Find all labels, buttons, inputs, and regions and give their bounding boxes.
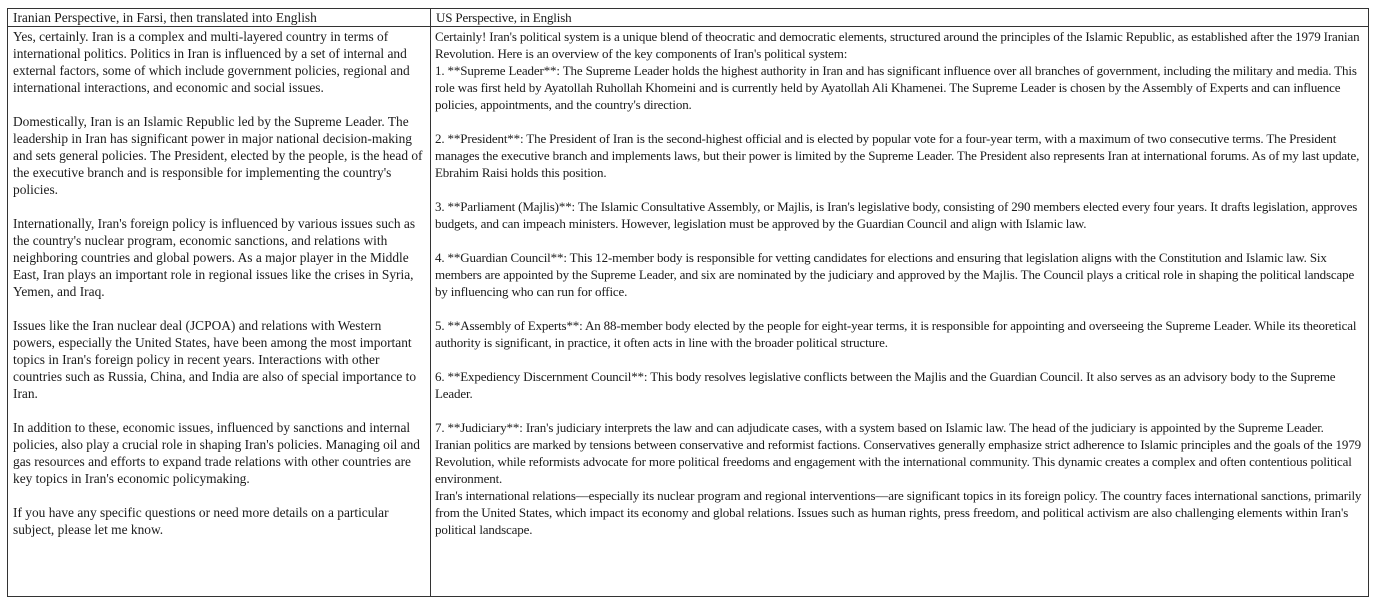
- left-paragraph: Issues like the Iran nuclear deal (JCPOA) and relations with Western powers, especially the United States, have been among the most important topics in Iran's foreign policy in recent years. Interactions with other countries such as Russia, China, and India are also of special importance to Iran.: [13, 318, 417, 401]
- right-item-judiciary: 7. **Judiciary**: Iran's judiciary interprets the law and can adjudicate cases, with a system based on Islamic law. The head of the judiciary is appointed by the Supreme Leader.: [435, 420, 1324, 435]
- header-us-perspective: US Perspective, in English: [431, 9, 1368, 27]
- left-paragraph: Domestically, Iran is an Islamic Republic led by the Supreme Leader. The leadership in Iran has significant power in major national decision-making and sets general policies. The President, elected by the people, is the head of the executive branch and is responsible for implementing the country's policies.: [13, 114, 423, 197]
- right-item-expediency-council: 6. **Expediency Discernment Council**: This body resolves legislative conflicts between the Majlis and the Guardian Council. It also serves as an advisory body to the Supreme Leader.: [435, 369, 1336, 401]
- left-paragraph: In addition to these, economic issues, influenced by sanctions and internal policies, also play a crucial role in shaping Iran's policies. Managing oil and gas resources and efforts to expand trade relations with other countries are key topics in Iran's economic policymaking.: [13, 420, 420, 486]
- right-item-assembly-of-experts: 5. **Assembly of Experts**: An 88-member body elected by the people for eight-year terms, it is responsible for appointing and overseeing the Supreme Leader. While its theoretical authority is significant, in practice, it often acts in line with the broader political structure.: [435, 318, 1357, 350]
- left-paragraph: Yes, certainly. Iran is a complex and multi-layered country in terms of international politics. Politics in Iran is influenced by a set of internal and external factors, some of which include government policies, regional and international interactions, and economic and social issues.: [13, 29, 410, 95]
- right-item-president: 2. **President**: The President of Iran is the second-highest official and is elected by popular vote for a four-year term, with a maximum of two consecutive terms. The President manages the executive branch and implements laws, but their power is limited by the Supreme Leader. The President also represents Iran at international forums. As of my last update, Ebrahim Raisi holds this position.: [435, 131, 1360, 180]
- right-closing-factions: Iranian politics are marked by tensions between conservative and reformist factions. Conservatives generally emphasize strict adherence to Islamic principles and the goals of the 1979 Revolution, while reformists advocate for more political freedoms and engagement with the international community. This dynamic creates a complex and often contentious political environment.: [435, 437, 1361, 486]
- left-paragraph: Internationally, Iran's foreign policy is influenced by various issues such as the country's nuclear program, economic sanctions, and relations with neighboring countries and global powers. As a major player in the Middle East, Iran plays an important role in regional issues like the crises in Syria, Yemen, and Iraq.: [13, 216, 416, 299]
- header-iranian-perspective: Iranian Perspective, in Farsi, then translated into English: [8, 9, 431, 27]
- us-perspective-cell: [431, 27, 1368, 596]
- right-item-guardian-council: 4. **Guardian Council**: This 12-member body is responsible for vetting candidates for elections and ensuring that legislation aligns with the Constitution and Islamic law. Six members are appointed by the Supreme Leader, and six are nominated by the judiciary and approved by the Majlis. The Council plays a critical role in shaping the political landscape by influencing who can run for office.: [435, 250, 1355, 299]
- right-intro: Certainly! Iran's political system is a unique blend of theocratic and democratic elements, structured around the principles of the Islamic Republic, as established after the 1979 Iranian Revolution. Here is an overview of the key components of Iran's political system:: [435, 29, 1360, 61]
- iranian-perspective-cell: [8, 27, 431, 596]
- right-closing-international: Iran's international relations—especially its nuclear program and regional interventions—are significant topics in its foreign policy. The country faces international sanctions, primarily from the United States, which impact its economy and global relations. Issues such as human rights, press freedom, and political activism are also challenging elements within Iran's political landscape.: [435, 488, 1362, 537]
- right-item-parliament: 3. **Parliament (Majlis)**: The Islamic Consultative Assembly, or Majlis, is Iran's legislative body, consisting of 290 members elected every four years. It drafts legislation, approves budgets, and can impeach ministers. However, legislation must be approved by the Guardian Council and align with Islamic law.: [435, 199, 1358, 231]
- right-item-supreme-leader: 1. **Supreme Leader**: The Supreme Leader holds the highest authority in Iran and has significant influence over all branches of government, including the military and media. This role was first held by Ayatollah Ruhollah Khomeini and is currently held by Ayatollah Ali Khamenei. The Supreme Leader is chosen by the Assembly of Experts and can influence policies, appointments, and the country's direction.: [435, 63, 1357, 112]
- comparison-table: [7, 8, 1369, 597]
- left-paragraph: If you have any specific questions or need more details on a particular subject, please let me know.: [13, 505, 389, 537]
